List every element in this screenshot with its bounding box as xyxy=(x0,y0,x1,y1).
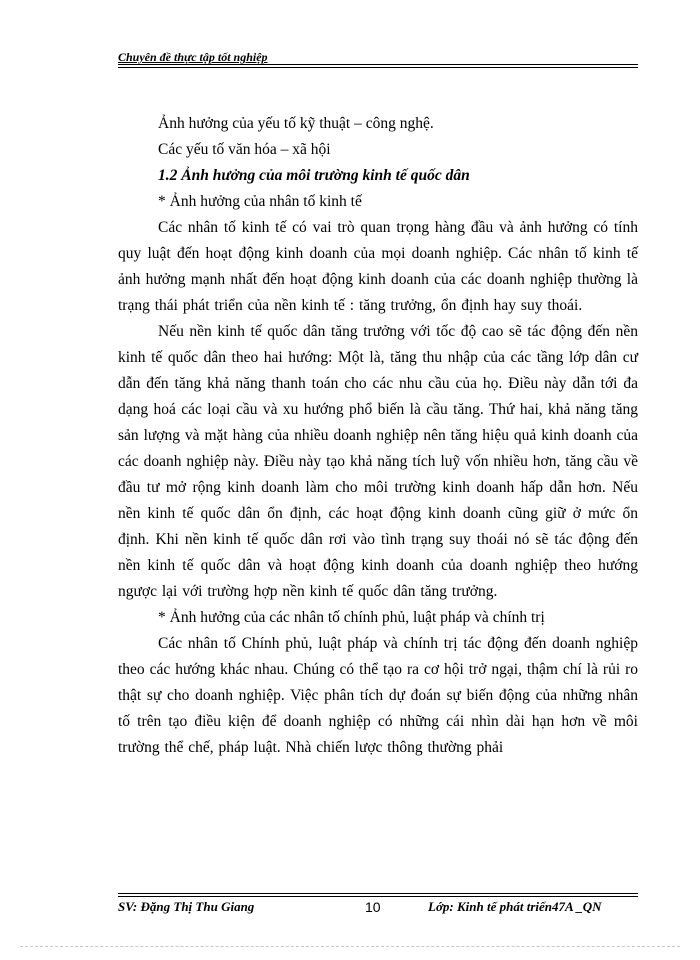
footer-rule-secondary xyxy=(118,896,638,897)
document-body xyxy=(118,111,638,761)
subheading: * Ảnh hưởng của nhân tố kinh tế xyxy=(158,193,362,210)
header-rule xyxy=(118,64,638,65)
footer-student-name: SV: Đặng Thị Thu Giang xyxy=(118,899,255,914)
paragraph: Nếu nền kinh tế quốc dân tăng trưởng với tốc độ cao sẽ tác động đến nền kinh tế quốc dân theo hai hướng: Một là, tăng thu nhập của các tầng lớp dân cư dẫn đến tăng khả năng thanh toán cho các nhu cầu của họ. Điều này dẫn tới đa dạng hoá các loại cầu và xu hướng phổ biến là cầu tăng. Thứ hai, khả năng tăng sản lượng và mặt hàng của nhiều doanh nghiệp nên tăng hiệu quả kinh doanh của các doanh nghiệp này. Điều này tạo khả năng tích luỹ vốn nhiều hơn, tăng cầu về đầu tư mở rộng kinh doanh làm cho môi trường kinh doanh hấp dẫn hơn. Nếu nền kinh tế quốc dân ổn định, các hoạt động kinh doanh cũng giữ ở mức ổn định. Khi nền kinh tế quốc dân rơi vào tình trạng suy thoái nó sẽ tác động đến nền kinh tế quốc dân và hoạt động kinh doanh của doanh nghiệp theo hướng ngược lại với trường hợp nền kinh tế quốc dân tăng trưởng. xyxy=(118,323,638,600)
page-break-divider xyxy=(20,946,680,947)
paragraph: Các nhân tố kinh tế có vai trò quan trọng hàng đầu và ảnh hưởng có tính quy luật đến hoạt động kinh doanh của mọi doanh nghiệp. Các nhân tố kinh tế ảnh hưởng mạnh nhất đến hoạt động kinh doanh của các doanh nghiệp thường là trạng thái phát triển của nền kinh tế : tăng trưởng, ổn định hay suy thoái. xyxy=(118,219,638,314)
body-line: Các yếu tố văn hóa – xã hội xyxy=(158,141,331,158)
section-heading: 1.2 Ảnh hưởng của môi trường kinh tế quốc dân xyxy=(158,167,470,184)
page-number: 10 xyxy=(365,899,381,915)
footer-rule xyxy=(118,893,638,894)
page-header-title: Chuyên đề thực tập tốt nghiệp xyxy=(118,50,268,64)
paragraph: Các nhân tố Chính phủ, luật pháp và chính trị tác động đến doanh nghiệp theo các hướng khác nhau. Chúng có thể tạo ra cơ hội trở ngại, thậm chí là rủi ro thật sự cho doanh nghiệp. Việc phân tích dự đoán sự biến động của những nhân tố trên tạo điều kiện để doanh nghiệp có những cái nhìn dài hạn hơn về môi trường thể chế, pháp luật. Nhà chiến lược thông thường phải xyxy=(118,635,638,756)
subheading: * Ảnh hưởng của các nhân tố chính phủ, luật pháp và chính trị xyxy=(158,609,545,626)
body-line: Ảnh hưởng của yếu tố kỹ thuật – công nghệ. xyxy=(158,115,434,132)
header-rule-secondary xyxy=(118,67,638,68)
footer-class-name: Lớp: Kinh tế phát triển47A _QN xyxy=(428,899,602,914)
